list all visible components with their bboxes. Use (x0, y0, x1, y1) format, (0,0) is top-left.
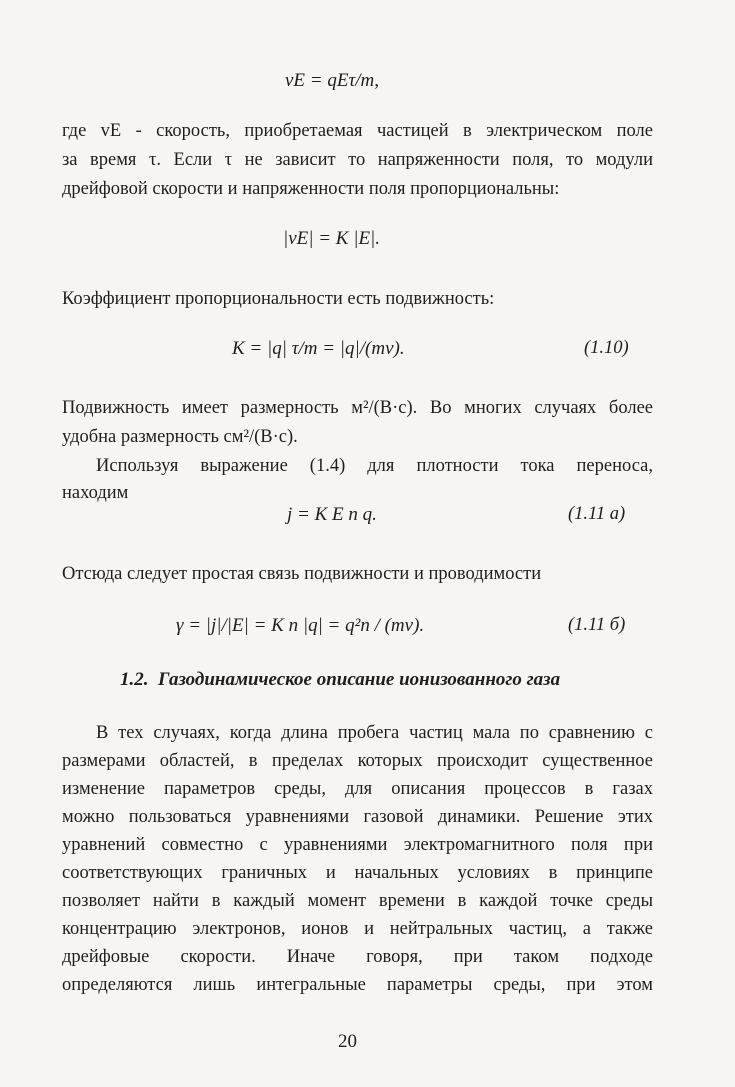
paragraph-line: соответствующих граничных и начальных условиях в принципе (62, 863, 653, 883)
paragraph-line: В тех случаях, когда длина пробега частиц мала по сравнению с (96, 723, 653, 743)
page-number: 20 (338, 1031, 357, 1052)
section-heading (120, 669, 560, 691)
paragraph-line: концентрацию электронов, ионов и нейтральных частиц, а также (62, 919, 653, 939)
paragraph-line: Коэффициент пропорциональности есть подвижность: (62, 289, 495, 309)
equation-number: (1.11 б) (568, 615, 626, 635)
equation-proportionality: |vE| = K |E|. (283, 228, 381, 249)
equation-number: (1.11 a) (568, 504, 626, 524)
paragraph-line: уравнений совместно с уравнениями электромагнитного поля при (62, 835, 653, 855)
paragraph-line: изменение параметров среды, для описания процессов в газах (62, 779, 653, 799)
equation-conductivity: γ = |j|/|E| = K n |q| = q²n / (mν). (176, 615, 425, 636)
paragraph-line: дрейфовой скорости и напряженности поля пропорциональны: (62, 179, 560, 199)
paragraph-line: Используя выражение (1.4) для плотности тока переноса, (96, 456, 653, 476)
paragraph-line: Отсюда следует простая связь подвижности и проводимости (62, 564, 542, 584)
equation-number: (1.10) (584, 338, 629, 358)
paragraph-line: размерами областей, в пределах которых происходит существенное (62, 751, 653, 771)
paragraph-line: дрейфовые скорости. Иначе говоря, при таком подходе (62, 947, 653, 967)
equation-mobility: K = |q| τ/m = |q|/(mν). (232, 338, 405, 359)
equation-drift-velocity: vE = qEτ/m, (285, 70, 380, 91)
paragraph-line: Подвижность имеет размерность м²/(В·с). Во многих случаях более (62, 398, 653, 418)
paragraph-line: где vE - скорость, приобретаемая частицей в электрическом поле (62, 121, 653, 141)
section-number: 1.2. (120, 669, 149, 690)
paragraph-line: можно пользоваться уравнениями газовой динамики. Решение этих (62, 807, 653, 827)
equation-current-density: j = K E n q. (287, 504, 377, 525)
section-title: Газодинамическое описание ионизованного газа (158, 669, 561, 690)
paragraph-line: за время τ. Если τ не зависит то напряженности поля, то модули (62, 150, 653, 170)
paragraph-line: находим (62, 483, 129, 503)
paragraph-line: определяются лишь интегральные параметры среды, при этом (62, 975, 653, 995)
paragraph-line: позволяет найти в каждый момент времени в каждой точке среды (62, 891, 653, 911)
paragraph-line: удобна размерность см²/(В·с). (62, 427, 298, 447)
